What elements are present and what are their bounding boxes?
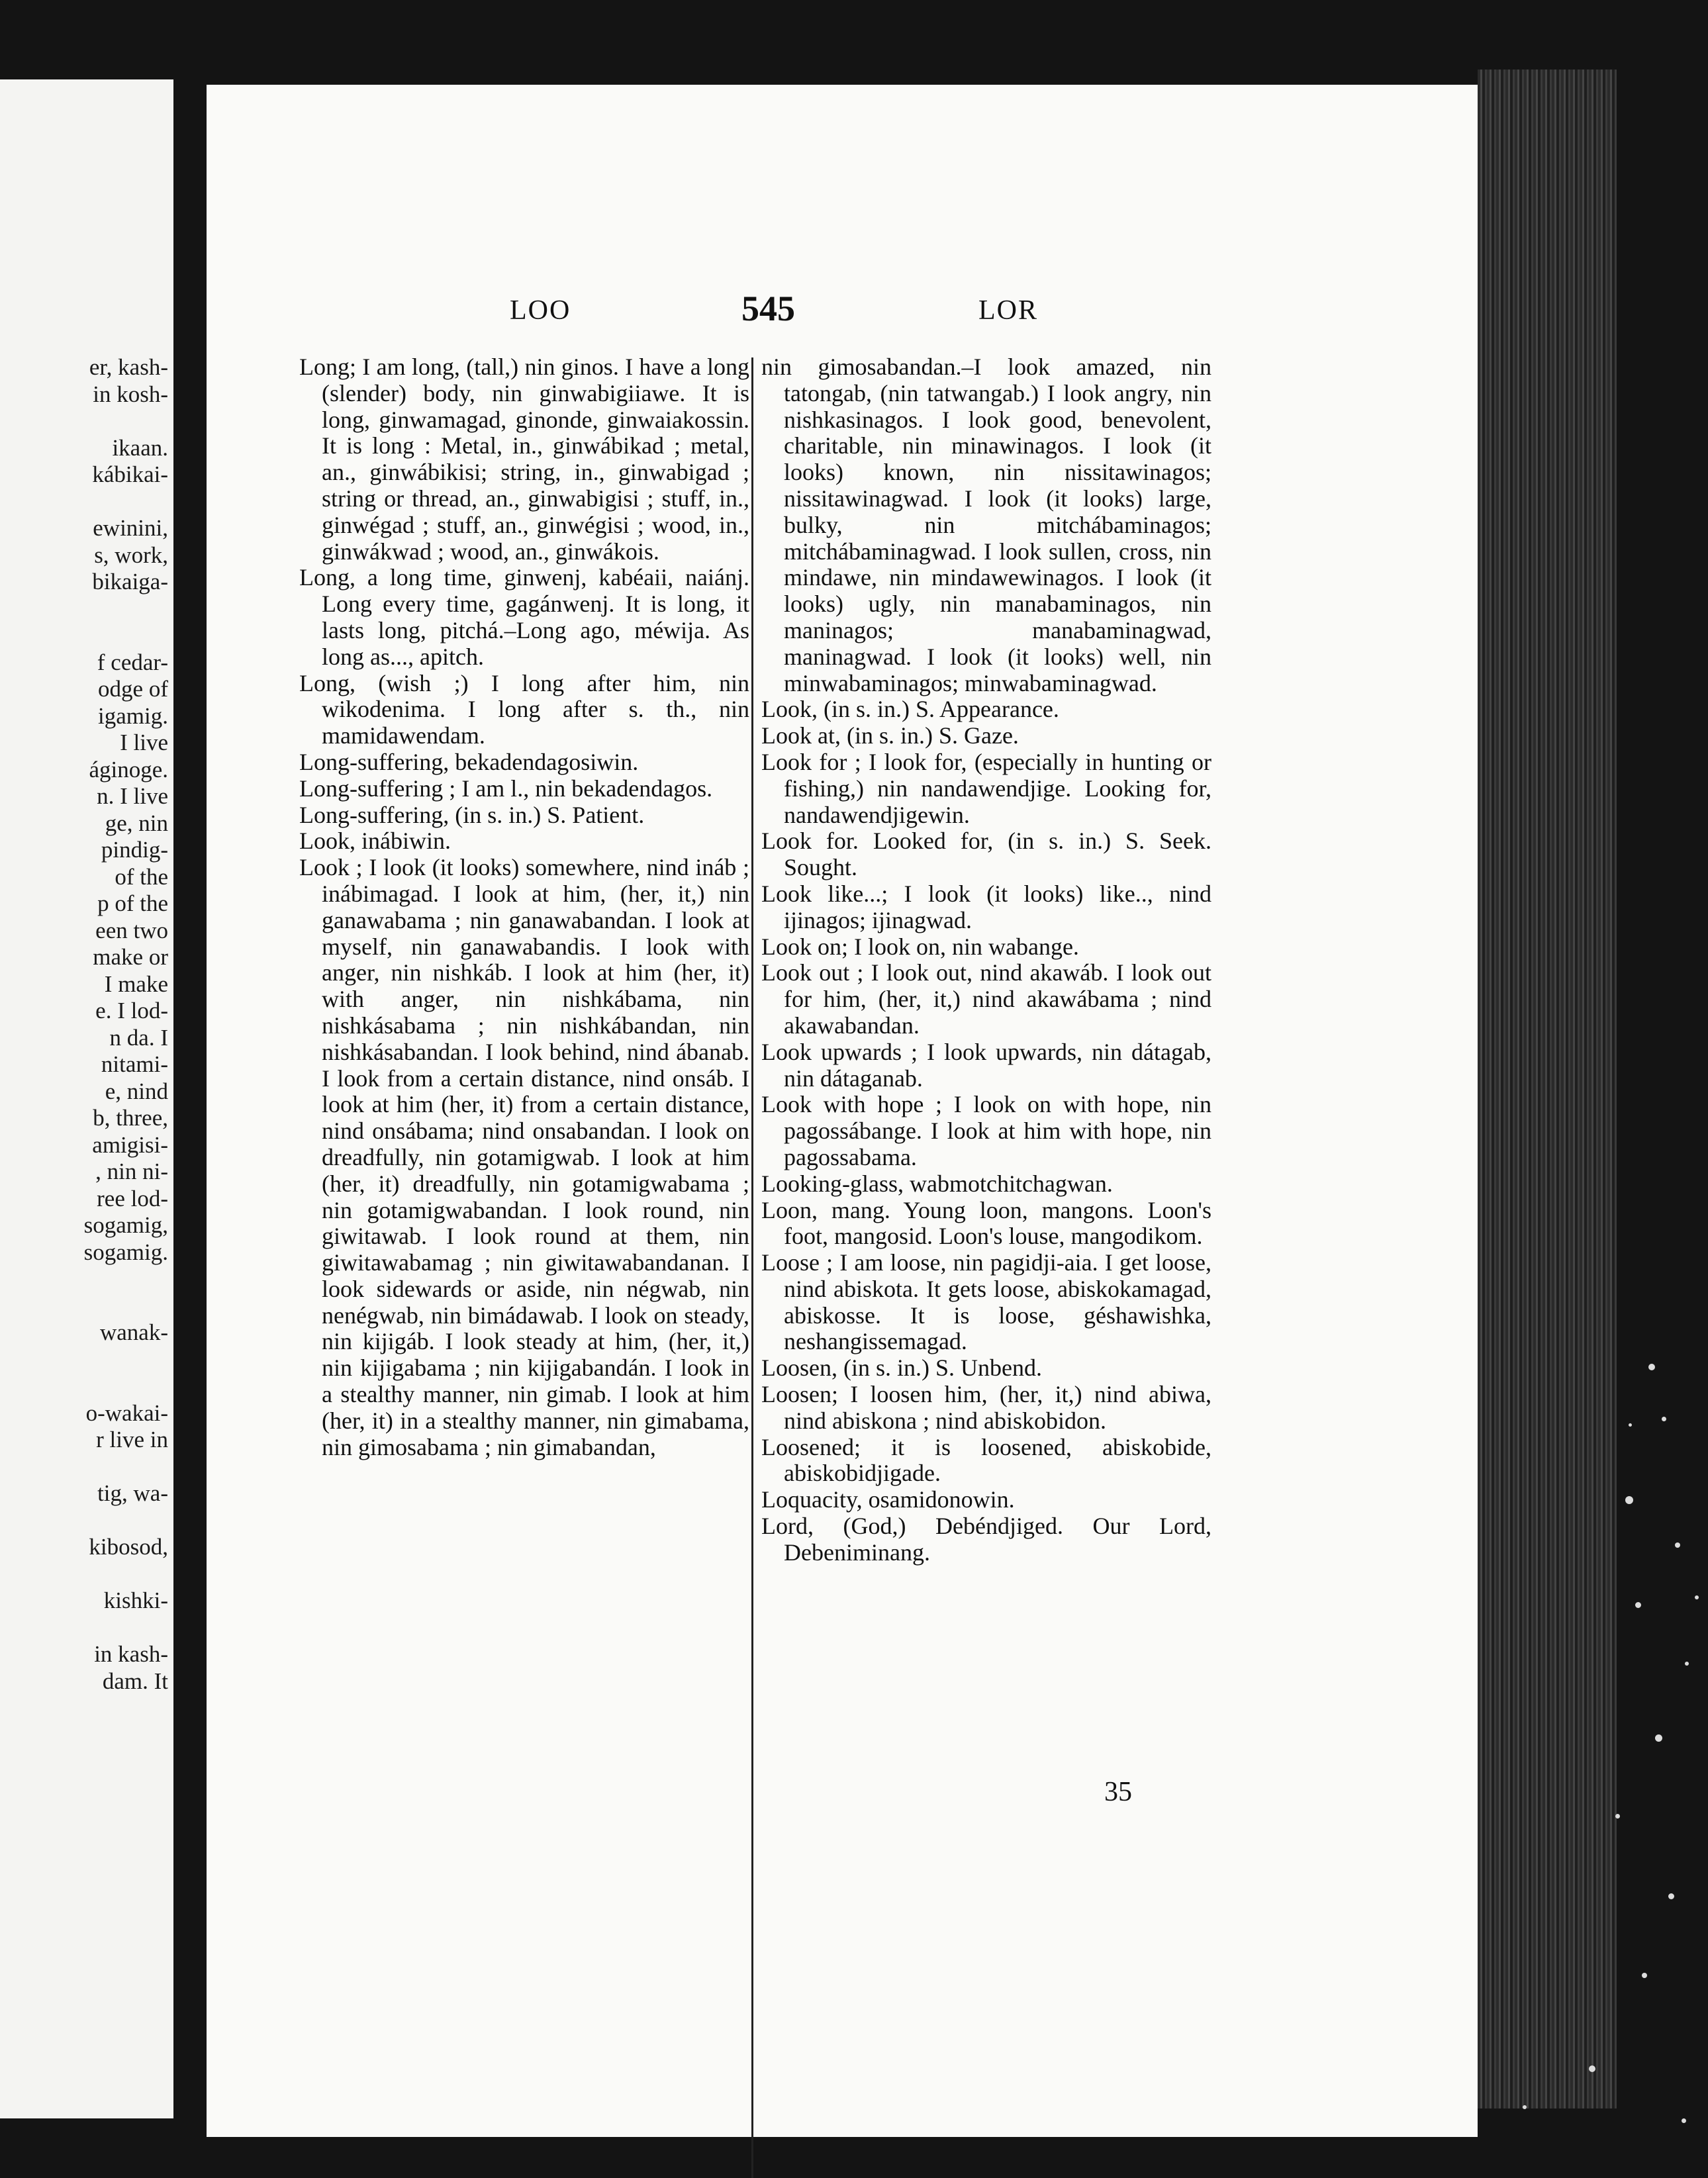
scan-speck bbox=[1655, 1734, 1662, 1742]
dictionary-entry: Loon, mang. Young loon, mangons. Loon's foot, mangosid. Loon's louse, mangodikom. bbox=[761, 1196, 1211, 1250]
left-column bbox=[299, 354, 749, 1460]
scan-speck bbox=[1589, 2065, 1595, 2072]
adjacent-page-edge bbox=[0, 79, 173, 2118]
dictionary-entry: Look out ; I look out, nind akawáb. I look out for him, (her, it,) nind akawábama ; nind akawabandan. bbox=[761, 959, 1211, 1039]
left-page-line: b, three, bbox=[93, 1105, 168, 1131]
left-page-line: áginoge. bbox=[89, 756, 168, 782]
scan-speck bbox=[1668, 1893, 1674, 1899]
left-page-line: wanak- bbox=[99, 1319, 168, 1345]
left-page-line: n da. I bbox=[109, 1024, 168, 1051]
page-number: 545 bbox=[741, 289, 795, 328]
scan-speck bbox=[1675, 1542, 1680, 1548]
left-page-line: sogamig, bbox=[83, 1212, 168, 1238]
scan-speck bbox=[1642, 1973, 1647, 1978]
left-page-line: bikaiga- bbox=[92, 569, 168, 594]
left-page-line: ree lod- bbox=[97, 1185, 168, 1211]
scan-speck bbox=[1523, 2105, 1527, 2109]
dictionary-entry: Loose ; I am loose, nin pagidji-aia. I get loose, nind abiskota. It gets loose, abiskokamagad, abiskosse. It is loose, géshawishka, neshangissemagad. bbox=[761, 1249, 1211, 1355]
dictionary-entry: Look on; I look on, nin wabange. bbox=[761, 933, 1079, 960]
left-page-line: s, work, bbox=[94, 542, 168, 568]
left-page-line: ikaan. bbox=[112, 434, 168, 461]
dictionary-entry: Long, (wish ;) I long after him, nin wikodenima. I long after s. th., nin mamidawendam. bbox=[299, 669, 749, 749]
left-page-line: r live in bbox=[96, 1427, 168, 1452]
scan-speck bbox=[1629, 1423, 1632, 1427]
dictionary-entry: Look, inábiwin. bbox=[299, 828, 451, 855]
left-page-line: n. I live bbox=[97, 783, 168, 809]
dictionary-entry: Loosen; I loosen him, (her, it,) nind abiwa, nind abiskona ; nind abiskobidon. bbox=[761, 1381, 1211, 1434]
column-divider bbox=[751, 357, 753, 2178]
dictionary-entry: Look ; I look (it looks) somewhere, nind ináb ; inábimagad. I look at him, (her, it,) nin ganawabama ; nin ganawabandan. I look at myself, nin ganawabandis. I look with anger, nin nishkáb. I look at him (her, it) with anger, nin nishkábama, nin nishkásabama ; nin nishkábandan, nin nishkásabandan. I look behind, nind ábanab. I look from a certain distance, nind onsáb. I look at him (her, it) from a certain distance, nind onsábama; nind onsabandan. I look on dreadfully, nin gotamigwab. I look at him (her, it) dreadfully, nin gotamigwabama ; nin gotamigwabandan. I look round, nin giwitawab. I look round at them, nin giwitawabamag ; nin giwitawabandanan. I look sidewards or aside, nin négwab, nin nenégwab, nin bimádawab. I look on steady, nin kijigáb. I look steady at him, (her, it,) nin kijigabama ; nin kijigabandán. I look in a stealthy manner, nin gimab. I look at him (her, it) in a stealthy manner, nin gimabama, nin gimosabama ; nin gimabandan, bbox=[299, 854, 749, 1460]
scan-speck bbox=[1635, 1602, 1641, 1608]
left-page-line: er, kash- bbox=[89, 354, 168, 380]
left-page-line: odge of bbox=[98, 676, 168, 702]
left-page-line: f cedar- bbox=[97, 649, 168, 675]
left-page-line: in kosh- bbox=[93, 381, 168, 407]
dictionary-entry: Looking-glass, wabmotchitchagwan. bbox=[761, 1170, 1113, 1197]
left-page-line: kibosod, bbox=[89, 1534, 168, 1560]
dictionary-entry: Loosen, (in s. in.) S. Unbend. bbox=[761, 1354, 1042, 1382]
page-stack-edge bbox=[1478, 70, 1617, 2108]
signature-mark: 35 bbox=[1104, 1777, 1132, 1807]
dictionary-entry: Look, (in s. in.) S. Appearance. bbox=[761, 696, 1059, 723]
left-page-line: een two bbox=[95, 917, 168, 943]
scan-speck bbox=[1695, 1595, 1699, 1599]
left-page-line: I live bbox=[120, 730, 168, 755]
left-page-line: I make bbox=[104, 971, 168, 997]
dictionary-entry: Look for. Looked for, (in s. in.) S. Seek. Sought. bbox=[761, 828, 1211, 881]
left-page-line: e. I lod- bbox=[95, 998, 168, 1023]
left-page-line: amigisi- bbox=[92, 1131, 168, 1158]
dictionary-entry: Look like...; I look (it looks) like.., nind ijinagos; ijinagwad. bbox=[761, 880, 1211, 933]
left-page-line: pindig- bbox=[101, 837, 168, 863]
left-page-line: ge, nin bbox=[105, 810, 168, 836]
left-page-line: kishki- bbox=[103, 1587, 168, 1613]
dictionary-entry: Lord, (God,) Debéndjiged. Our Lord, Debeniminang. bbox=[761, 1513, 1211, 1566]
left-page-line: , nin ni- bbox=[95, 1159, 168, 1184]
dictionary-entry: Long-suffering, bekadendagosiwin. bbox=[299, 748, 639, 775]
left-page-line: e, nind bbox=[105, 1078, 168, 1104]
scan-speck bbox=[1648, 1364, 1655, 1370]
scan-speck bbox=[1682, 2118, 1686, 2123]
dictionary-entry: Loosened; it is loosened, abiskobide, abiskobidjigade. bbox=[761, 1433, 1211, 1487]
dictionary-entry: Long-suffering ; I am l., nin bekadendagos. bbox=[299, 775, 713, 802]
dictionary-entry: Long, a long time, ginwenj, kabéaii, naiánj. Long every time, gagánwenj. It is long, it lasts long, pitchá.–Long ago, méwija. As long as..., apitch. bbox=[299, 564, 749, 670]
left-page-line: make or bbox=[93, 944, 168, 970]
left-page-line: of the bbox=[115, 863, 168, 890]
scan-speck bbox=[1615, 1814, 1620, 1819]
dictionary-entry: Look at, (in s. in.) S. Gaze. bbox=[761, 722, 1019, 749]
left-page-line: nitami- bbox=[101, 1051, 168, 1077]
left-page-line: kábikai- bbox=[92, 461, 168, 487]
dictionary-entry: Long-suffering, (in s. in.) S. Patient. bbox=[299, 801, 645, 828]
left-page-line: in kash- bbox=[94, 1641, 168, 1667]
scan-speck bbox=[1685, 1662, 1689, 1666]
left-page-line: sogamig. bbox=[83, 1239, 168, 1265]
dictionary-entry: nin gimosabandan.–I look amazed, nin tatongab, (nin tatwangab.) I look angry, nin nishkasinagos. I look good, benevolent, charitable, nin minawinagos. I look (it looks) known, nin nissitawinagos; nissitawinagwad. I look (it looks) large, bulky, nin mitchábaminagos; mitchábaminagwad. I look sullen, cross, nin mindawe, nin mindawewinagos. I look (it looks) ugly, nin manabaminagos, nin maninagos; manabaminagwad, maninagwad. I look (it looks) well, nin minwabaminagos; minwabaminagwad. bbox=[761, 354, 1211, 696]
left-page-line: dam. It bbox=[102, 1668, 168, 1694]
left-page-line: ewinini, bbox=[93, 515, 168, 541]
dictionary-entry: Look upwards ; I look upwards, nin dátagab, nin dátaganab. bbox=[761, 1038, 1211, 1092]
dictionary-entry: Look for ; I look for, (especially in hunting or fishing,) nin nandawendjige. Looking for, nandawendjigewin. bbox=[761, 748, 1211, 828]
dictionary-entry: Long; I am long, (tall,) nin ginos. I have a long (slender) body, nin ginwabigiiawe. It is long, ginwamagad, ginonde, ginwaiakossin. It is long : Metal, in., ginwábikad ; metal, an., ginwábikisi; string, in., ginwabigad ; string or thread, an., ginwabigisi ; stuff, in., ginwégad ; stuff, an., ginwégisi ; wood, in., ginwákwad ; wood, an., ginwákois. bbox=[299, 354, 749, 565]
dictionary-entry: Look with hope ; I look on with hope, nin pagossábange. I look at him with hope, nin pagossabama. bbox=[761, 1091, 1211, 1170]
left-page-line: p of the bbox=[97, 890, 168, 916]
dictionary-entry: Loquacity, osamidonowin. bbox=[761, 1486, 1015, 1513]
scan-speck bbox=[1662, 1417, 1666, 1421]
scan-speck bbox=[1625, 1496, 1633, 1504]
left-page-line: igamig. bbox=[98, 702, 168, 729]
right-column bbox=[761, 354, 1211, 1566]
running-head-left: LOO bbox=[510, 295, 571, 326]
running-head-right: LOR bbox=[978, 295, 1038, 326]
left-page-line: tig, wa- bbox=[97, 1480, 168, 1506]
left-page-line: o-wakai- bbox=[85, 1399, 168, 1426]
